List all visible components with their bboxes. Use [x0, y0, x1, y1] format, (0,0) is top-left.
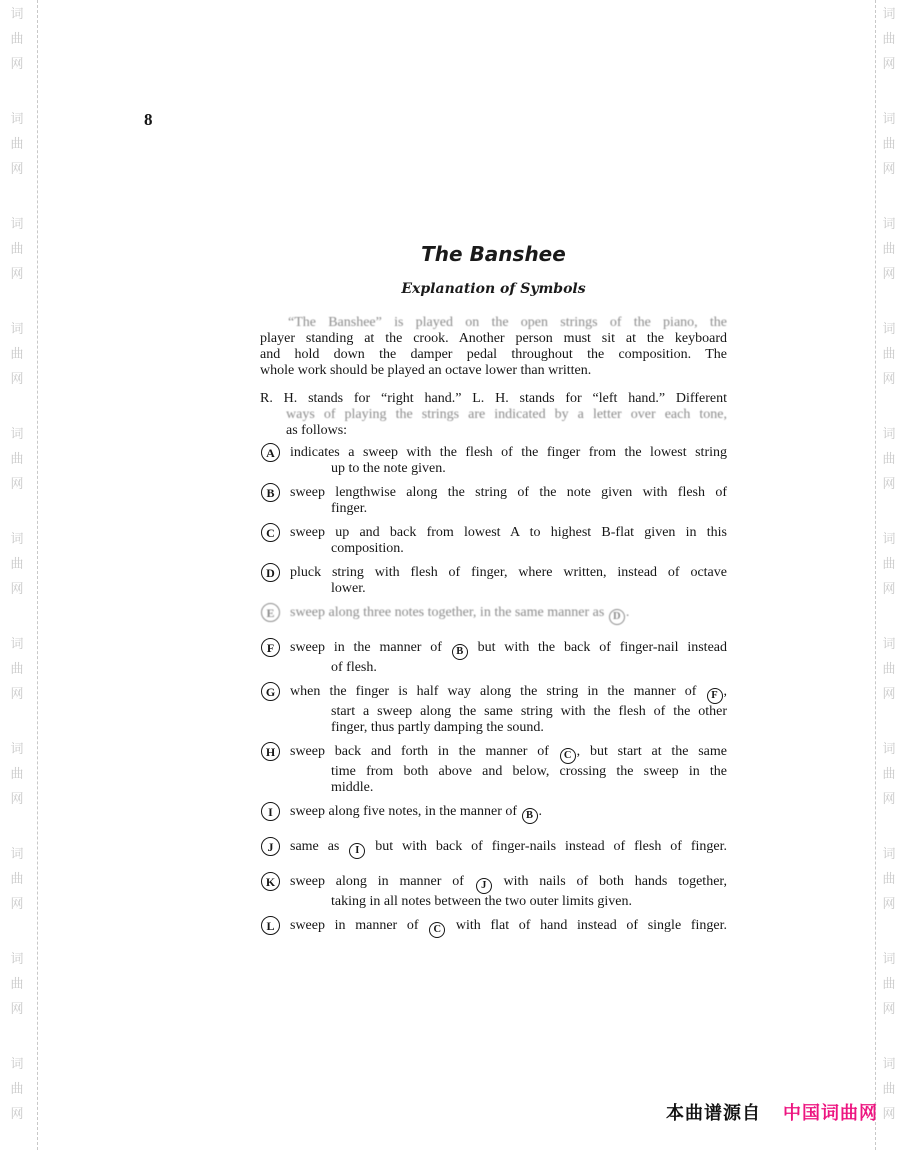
symbol-badge-J: J [261, 837, 280, 856]
watermark-char: 词 [882, 427, 896, 442]
symbol-badge-K: K [261, 872, 280, 891]
watermark-char: 网 [10, 1002, 24, 1017]
watermark-char: 词 [882, 952, 896, 967]
watermark-char: 曲 [882, 977, 896, 992]
watermark-char: 曲 [882, 872, 896, 887]
watermark-char: 词 [10, 7, 24, 22]
watermark-char: 网 [882, 1107, 896, 1122]
text-line: sweep up and back from lowest A to highest B-flat given in this [290, 525, 727, 540]
watermark-char: 词 [10, 847, 24, 862]
symbol-description [290, 874, 727, 910]
inline-symbol-ref-J: J [476, 878, 492, 894]
watermark-char: 网 [882, 372, 896, 387]
text-line: sweep in manner of C with flat of hand instead of single finger. [290, 918, 727, 938]
watermark-group [5, 947, 29, 1022]
watermark-char: 词 [10, 637, 24, 652]
symbol-description [290, 684, 727, 736]
watermark-char: 曲 [882, 662, 896, 677]
symbol-badge-D: D [261, 563, 280, 582]
watermark-char: 词 [882, 1057, 896, 1072]
inline-symbol-ref-C: C [429, 922, 445, 938]
text-line: sweep along in manner of J with nails of both hands together, [290, 874, 727, 894]
symbol-item-D [260, 565, 727, 597]
symbol-badge-E: E [261, 603, 280, 622]
inline-symbol-ref-B: B [452, 644, 468, 660]
watermark-group [5, 317, 29, 392]
watermark-char: 曲 [882, 32, 896, 47]
watermark-char: 网 [882, 57, 896, 72]
text-line: same as I but with back of finger-nails instead of flesh of finger. [290, 839, 727, 859]
watermark-group [877, 317, 900, 392]
watermark-char: 网 [882, 267, 896, 282]
watermark-char: 曲 [10, 1082, 24, 1097]
watermark-char: 曲 [882, 767, 896, 782]
watermark-char: 网 [10, 792, 24, 807]
text-line: sweep along three notes together, in the same manner as D . [290, 605, 727, 625]
watermark-char: 曲 [10, 452, 24, 467]
page-border-dashed-right [875, 0, 876, 1150]
text-line: R. H. stands for “right hand.” L. H. stands for “left hand.” Different [260, 391, 727, 406]
watermark-group [877, 737, 900, 812]
symbol-badge-H: H [261, 742, 280, 761]
inline-symbol-ref-B: B [522, 808, 538, 824]
symbol-item-F [260, 640, 727, 676]
watermark-char: 词 [10, 217, 24, 232]
watermark-char: 网 [10, 1107, 24, 1122]
text-line: finger, thus partly damping the sound. [331, 720, 544, 735]
watermark-char: 曲 [882, 1082, 896, 1097]
watermark-char: 词 [10, 952, 24, 967]
text-line: taking in all notes between the two outer limits given. [331, 894, 632, 909]
symbol-description [290, 839, 727, 859]
source-credit [666, 1099, 878, 1125]
text-line: when the finger is half way along the string in the manner of F , [290, 684, 727, 704]
symbol-description [290, 485, 727, 517]
watermark-group [877, 422, 900, 497]
watermark-char: 曲 [882, 137, 896, 152]
watermark-char: 曲 [10, 767, 24, 782]
watermark-char: 网 [882, 477, 896, 492]
watermark-char: 网 [882, 687, 896, 702]
symbol-item-K [260, 874, 727, 910]
watermark-group [877, 2, 900, 77]
symbol-description [290, 744, 727, 796]
symbol-item-H [260, 744, 727, 796]
watermark-char: 词 [882, 847, 896, 862]
credit-site-name: 中国词曲网 [783, 1103, 878, 1124]
symbol-badge-G: G [261, 682, 280, 701]
watermark-char: 网 [882, 162, 896, 177]
watermark-group [5, 737, 29, 812]
symbol-badge-F: F [261, 638, 280, 657]
text-line: sweep lengthwise along the string of the note given with flesh of [290, 485, 727, 500]
inline-symbol-ref-F: F [707, 688, 723, 704]
watermark-group [877, 1052, 900, 1127]
watermark-char: 网 [10, 162, 24, 177]
watermark-char: 曲 [882, 242, 896, 257]
symbol-description [290, 804, 727, 824]
symbol-item-E [260, 605, 727, 625]
watermark-char: 词 [10, 742, 24, 757]
text-line: middle. [331, 780, 374, 795]
watermark-char: 词 [10, 1057, 24, 1072]
watermark-group [877, 947, 900, 1022]
watermark-group [877, 527, 900, 602]
symbol-item-B [260, 485, 727, 517]
watermark-char: 曲 [10, 872, 24, 887]
symbol-badge-A: A [261, 443, 280, 462]
symbol-item-A [260, 445, 727, 477]
hands-paragraph [260, 391, 727, 439]
inline-symbol-ref-D: D [609, 609, 625, 625]
symbol-item-G [260, 684, 727, 736]
symbol-badge-C: C [261, 523, 280, 542]
text-line: lower. [331, 581, 366, 596]
watermark-group [877, 107, 900, 182]
watermark-char: 曲 [10, 557, 24, 572]
inline-symbol-ref-I: I [349, 843, 365, 859]
watermark-group [877, 212, 900, 287]
watermark-group [5, 107, 29, 182]
watermark-char: 网 [10, 57, 24, 72]
text-line: sweep back and forth in the manner of C , but start at the same [290, 744, 727, 764]
symbol-item-C [260, 525, 727, 557]
watermark-char: 词 [10, 532, 24, 547]
text-line: sweep in the manner of B but with the back of finger-nail instead [290, 640, 727, 660]
watermark-char: 词 [10, 322, 24, 337]
inline-symbol-ref-C: C [560, 748, 576, 764]
page-number: 8 [144, 110, 153, 129]
watermark-char: 网 [10, 897, 24, 912]
watermark-char: 网 [882, 792, 896, 807]
watermark-group [5, 2, 29, 77]
watermark-column-left [5, 2, 29, 1157]
symbol-item-I [260, 804, 727, 824]
watermark-char: 网 [882, 897, 896, 912]
symbol-description [290, 605, 727, 625]
watermark-char: 词 [882, 112, 896, 127]
watermark-char: 网 [10, 267, 24, 282]
text-line: finger. [331, 501, 368, 516]
watermark-group [877, 632, 900, 707]
watermark-group [5, 842, 29, 917]
watermark-char: 曲 [882, 557, 896, 572]
symbols-list [260, 445, 727, 938]
watermark-column-right [877, 2, 900, 1157]
text-line: and hold down the damper pedal throughout the composition. The [260, 347, 727, 362]
text-line: pluck string with flesh of finger, where written, instead of octave [290, 565, 727, 580]
symbol-item-J [260, 839, 727, 859]
watermark-char: 曲 [882, 347, 896, 362]
text-line: time from both above and below, crossing the sweep in the [331, 764, 727, 779]
text-line: as follows: [286, 423, 348, 438]
watermark-char: 词 [10, 427, 24, 442]
symbol-badge-L: L [261, 916, 280, 935]
text-line: indicates a sweep with the flesh of the finger from the lowest string [290, 445, 727, 460]
watermark-char: 网 [10, 372, 24, 387]
watermark-group [5, 422, 29, 497]
watermark-char: 词 [882, 742, 896, 757]
watermark-char: 词 [882, 637, 896, 652]
section-subtitle: Explanation of Symbols [401, 281, 586, 297]
watermark-char: 网 [882, 1002, 896, 1017]
score-text-content [260, 242, 727, 938]
watermark-char: 网 [10, 687, 24, 702]
text-line: “The Banshee” is played on the open strings of the piano, the [288, 315, 727, 330]
text-line: player standing at the crook. Another person must sit at the keyboard [260, 331, 727, 346]
watermark-char: 曲 [10, 977, 24, 992]
symbol-description [290, 445, 727, 477]
watermark-group [5, 212, 29, 287]
watermark-char: 曲 [10, 242, 24, 257]
watermark-char: 词 [882, 532, 896, 547]
watermark-char: 曲 [10, 32, 24, 47]
watermark-group [5, 1052, 29, 1127]
text-line: of flesh. [331, 660, 377, 675]
symbol-description [290, 565, 727, 597]
intro-paragraph [260, 315, 727, 379]
text-line: up to the note given. [331, 461, 446, 476]
symbol-description [290, 525, 727, 557]
watermark-char: 曲 [10, 137, 24, 152]
page-title: The Banshee [421, 242, 566, 266]
symbol-description [290, 918, 727, 938]
watermark-group [877, 842, 900, 917]
watermark-char: 词 [882, 217, 896, 232]
text-line: ways of playing the strings are indicated by a letter over each tone, [286, 407, 727, 422]
symbol-description [290, 640, 727, 676]
text-line: whole work should be played an octave lower than written. [260, 363, 592, 378]
watermark-group [5, 632, 29, 707]
watermark-char: 曲 [10, 347, 24, 362]
text-line: sweep along five notes, in the manner of B . [290, 804, 727, 824]
watermark-char: 词 [10, 112, 24, 127]
watermark-group [5, 527, 29, 602]
watermark-char: 词 [882, 7, 896, 22]
page-border-dashed-left [37, 0, 38, 1150]
watermark-char: 曲 [10, 662, 24, 677]
watermark-char: 网 [10, 477, 24, 492]
text-line: start a sweep along the same string with the flesh of the other [331, 704, 727, 719]
text-line: composition. [331, 541, 404, 556]
symbol-badge-B: B [261, 483, 280, 502]
watermark-char: 网 [10, 582, 24, 597]
symbol-badge-I: I [261, 802, 280, 821]
watermark-char: 曲 [882, 452, 896, 467]
credit-prefix-text: 本曲谱源自 [666, 1103, 761, 1124]
watermark-char: 词 [882, 322, 896, 337]
symbol-item-L [260, 918, 727, 938]
watermark-char: 网 [882, 582, 896, 597]
